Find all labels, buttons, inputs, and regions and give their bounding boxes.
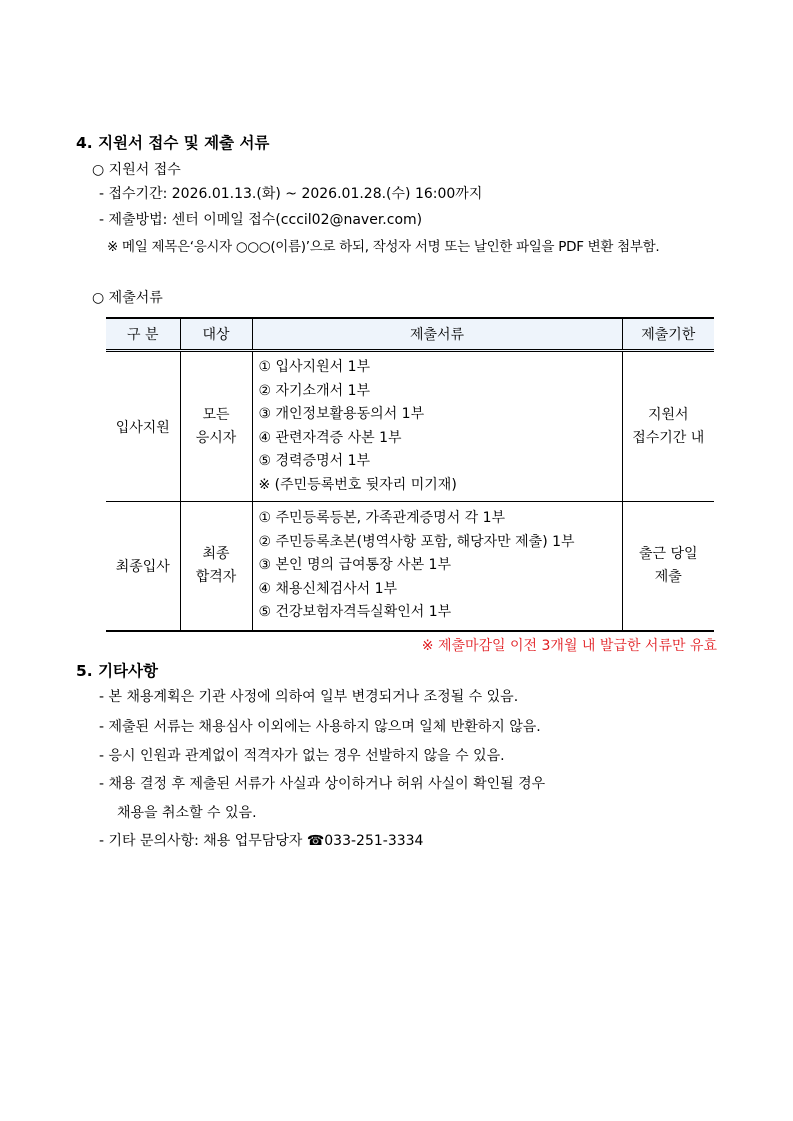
column-header-deadline: 제출기한 [622, 318, 714, 351]
table-row [106, 351, 714, 502]
row-document-list [252, 351, 622, 502]
row-deadline: 출근 당일 제출 [622, 502, 714, 631]
note-line-continuation: 채용을 취소할 수 있음. [117, 805, 257, 821]
section-4-heading: 4. 지원서 접수 및 제출 서류 [76, 134, 270, 152]
column-header-category: 구 분 [106, 318, 180, 351]
document-item: ② 자기소개서 1부 [258, 382, 371, 399]
column-header-target: 대상 [180, 318, 252, 351]
note-line: - 본 채용계획은 기관 사정에 의하여 일부 변경되거나 조정될 수 있음. [99, 689, 519, 705]
application-period: - 접수기간: 2026.01.13.(화) ~ 2026.01.28.(수) 16:00까지 [99, 186, 483, 202]
document-item: ③ 개인정보활용동의서 1부 [258, 406, 425, 422]
table-header-row [106, 318, 714, 351]
row-category: 입사지원 [106, 351, 180, 502]
documents-subheading: ○ 제출서류 [92, 290, 163, 306]
note-line: - 응시 인원과 관계없이 적격자가 없는 경우 선발하지 않을 수 있음. [99, 748, 505, 764]
email-subject-note: ※ 메일 제목은‘응시자 ○○○(이름)’으로 하되, 작성자 서명 또는 날인한 파일을 PDF 변환 첨부함. [107, 239, 660, 255]
note-line: - 제출된 서류는 채용심사 이외에는 사용하지 않으며 일체 반환하지 않음. [99, 719, 541, 735]
document-item: ② 주민등록초본(병역사항 포함, 해당자만 제출) 1부 [258, 533, 575, 550]
table-row [106, 502, 714, 631]
document-item: ④ 관련자격증 사본 1부 [258, 429, 402, 446]
row-category: 최종입사 [106, 502, 180, 631]
document-item: ④ 채용신체검사서 1부 [258, 580, 398, 597]
section-5-heading: 5. 기타사항 [76, 662, 158, 680]
document-item: ① 입사지원서 1부 [258, 359, 371, 375]
document-item-note: ※ (주민등록번호 뒷자리 미기재) [258, 476, 457, 493]
document-item: ⑤ 건강보험자격득실확인서 1부 [258, 604, 452, 620]
documents-table [106, 317, 714, 632]
contact-line: - 기타 문의사항: 채용 업무담당자 ☎033-251-3334 [99, 833, 424, 849]
column-header-documents: 제출서류 [252, 318, 622, 351]
submission-method: - 제출방법: 센터 이메일 접수(cccil02@naver.com) [99, 212, 423, 228]
row-target: 모든 응시자 [180, 351, 252, 502]
validity-note: ※ 제출마감일 이전 3개월 내 발급한 서류만 유효 [421, 638, 717, 654]
document-item: ③ 본인 명의 급여통장 사본 1부 [258, 557, 451, 573]
document-item: ⑤ 경력증명서 1부 [258, 453, 371, 469]
application-subheading: ○ 지원서 접수 [92, 162, 181, 178]
row-document-list [252, 502, 622, 631]
document-item: ① 주민등록등본, 가족관계증명서 각 1부 [258, 510, 506, 526]
row-target: 최종 합격자 [180, 502, 252, 631]
note-line: - 채용 결정 후 제출된 서류가 사실과 상이하거나 허위 사실이 확인될 경우 [99, 776, 546, 792]
row-deadline: 지원서 접수기간 내 [622, 351, 714, 502]
